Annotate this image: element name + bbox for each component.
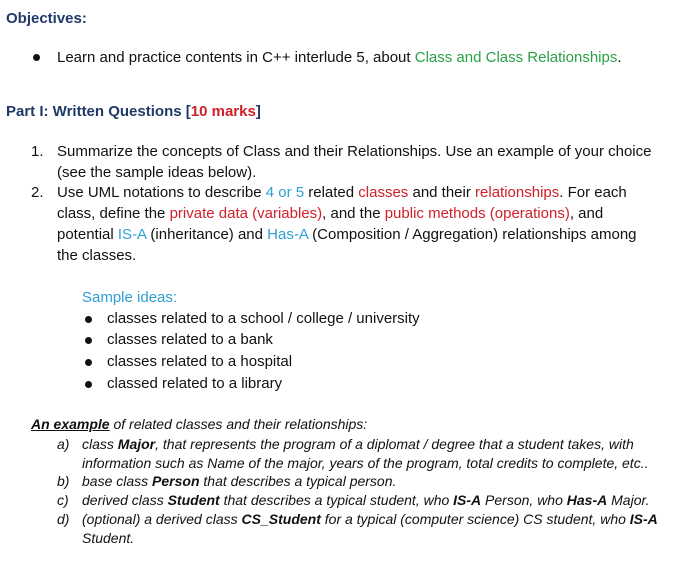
bullet-dot (85, 316, 92, 323)
part1-marks: 10 marks (190, 103, 256, 120)
example-a-bold: Major (117, 436, 156, 452)
q2-l2b: private data (variables) (169, 205, 323, 222)
example-d-line2: Student. (82, 530, 135, 546)
q2-l2d: public methods (operations) (384, 205, 570, 222)
sample-item: classes related to a school / college / university (107, 310, 420, 327)
sample-item: classes related to a bank (107, 331, 273, 348)
q2-text (57, 182, 697, 266)
sample-title: Sample ideas: (82, 289, 178, 306)
objective-highlight: Class and Class Relationships (414, 49, 618, 66)
q2-l2c: , and the (322, 205, 385, 222)
bullet-dot (33, 54, 40, 61)
example-c-bold3: Has-A (566, 492, 608, 508)
example-d-bold2: IS-A (629, 511, 658, 527)
example-b-post: that describes a typical person. (199, 473, 397, 489)
bullet-dot (85, 337, 92, 344)
q2-l3a: potential (57, 226, 118, 243)
part1-heading-close: ] (255, 103, 261, 120)
q2-line2 (57, 203, 697, 224)
example-b (82, 472, 396, 491)
part1-heading-text: Part I: Written Questions [ (6, 103, 191, 120)
q2-l1d: classes (358, 184, 409, 201)
q1-line2: (see the sample ideas below). (57, 164, 257, 181)
example-d-pre: (optional) a derived class (82, 511, 242, 527)
example-c-post: Major. (607, 492, 650, 508)
example-c-pre: derived class (82, 492, 168, 508)
example-a (82, 435, 698, 473)
q2-l3e: (Composition / Aggregation) relationships among (308, 226, 637, 243)
q2-l1c: related (304, 184, 359, 201)
example-a-post: , that represents the program of a diplomat / degree that a student takes, with (155, 436, 634, 452)
example-a-label: a) (57, 436, 70, 452)
example-d-bold1: CS_Student (241, 511, 321, 527)
example-c-bold1: Student (167, 492, 220, 508)
q2-line1 (57, 182, 697, 203)
example-c (82, 491, 650, 510)
example-c-mid1: that describes a typical student, who (219, 492, 454, 508)
q2-l3c: (inheritance) and (146, 226, 268, 243)
q2-l3d: Has-A (267, 226, 309, 243)
part1-heading (6, 103, 261, 120)
example-intro-rest: of related classes and their relationships: (109, 416, 368, 432)
sample-item: classes related to a hospital (107, 353, 293, 370)
example-b-bold: Person (152, 473, 200, 489)
q2-l1b: 4 or 5 (265, 184, 305, 201)
example-c-label: c) (57, 492, 69, 508)
q2-number: 2. (31, 184, 44, 201)
example-b-pre: base class (82, 473, 153, 489)
example-d-label: d) (57, 511, 70, 527)
q2-l2e: , and (569, 205, 604, 222)
example-a-line2: information such as Name of the major, years of the program, total credits to complete, etc.. (82, 455, 649, 471)
example-intro (31, 415, 367, 434)
q1-number: 1. (31, 143, 44, 160)
example-b-label: b) (57, 473, 70, 489)
q1-line1: Summarize the concepts of Class and their Relationships. Use an example of your choice (57, 143, 652, 160)
q1-text (57, 141, 697, 183)
q2-l1f: relationships (475, 184, 560, 201)
example-d-mid: for a typical (computer science) CS student, who (320, 511, 630, 527)
q2-l2a: class, define the (57, 205, 170, 222)
q2-line3 (57, 224, 697, 245)
sample-item: classed related to a library (107, 375, 283, 392)
q2-l3b: IS-A (117, 226, 147, 243)
example-a-pre: class (82, 436, 118, 452)
objective-period: . (617, 49, 622, 66)
example-intro-underlined: An example (31, 416, 110, 432)
objectives-heading: Objectives: (6, 10, 87, 27)
q2-l1g: . For each (559, 184, 627, 201)
q2-l1e: and their (408, 184, 476, 201)
example-c-bold2: IS-A (453, 492, 482, 508)
example-d (82, 510, 698, 548)
bullet-dot (85, 381, 92, 388)
objective-item (57, 47, 622, 68)
q2-l1a: Use UML notations to describe (57, 184, 266, 201)
example-c-mid2: Person, who (481, 492, 567, 508)
bullet-dot (85, 359, 92, 366)
objective-text: Learn and practice contents in C++ interlude 5, about (57, 49, 415, 66)
q2-line4: the classes. (57, 247, 137, 264)
